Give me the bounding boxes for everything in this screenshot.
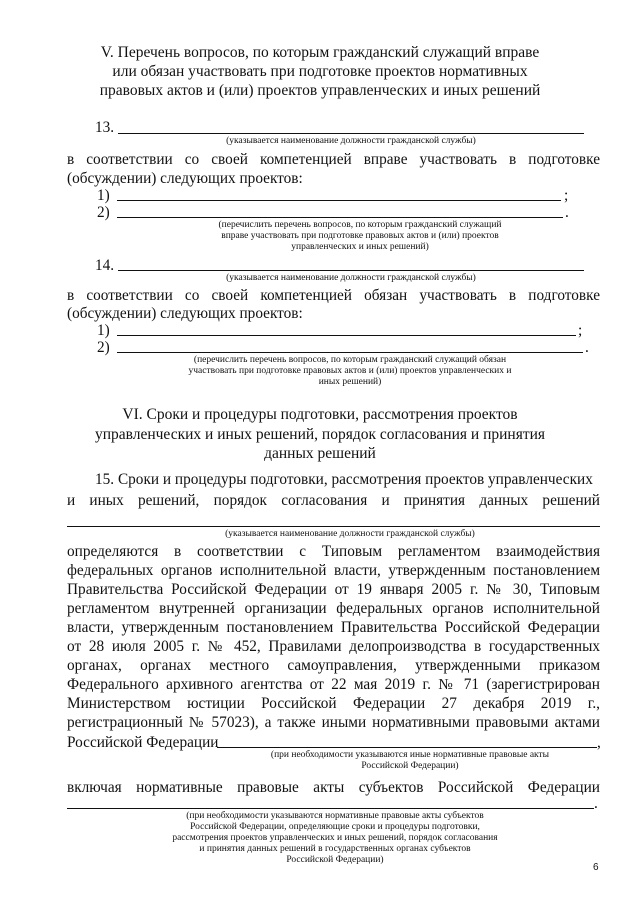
item15-para-line10: регистрационный № 57023), а также иными нормативными правовыми актами: [67, 714, 600, 731]
item13-sub2-label: 2): [97, 204, 110, 221]
item14-sub2-label: 2): [97, 339, 110, 356]
section6-title-line1: VI. Сроки и процедуры подготовки, рассмотрения проектов: [122, 406, 518, 423]
item13-sub1-label: 1): [97, 187, 110, 204]
item14-sub1-blank[interactable]: [117, 335, 576, 336]
item13-text-line2: (обсуждении) следующих проектов:: [67, 170, 303, 187]
item15-position-blank[interactable]: [67, 526, 600, 527]
item13-position-blank[interactable]: [118, 133, 584, 134]
item14-hint: (указывается наименование должности гражданской службы): [226, 273, 476, 283]
item14-hint2-line1: (перечислить перечень вопросов, по которым гражданский служащий обязан: [193, 355, 507, 365]
item14-text-line1: в соответствии со своей компетенцией обязан участвовать в подготовке: [67, 287, 600, 304]
item14-sub2-blank[interactable]: [117, 352, 583, 353]
item15-para-line5: власти, утвержденным постановлением Правительства Российской Федерации: [67, 619, 600, 636]
item14-number: 14.: [95, 257, 115, 274]
item15-para-line6: от 28 июля 2005 г. № 452, Правилами делопроизводства в государственных: [67, 638, 600, 655]
item14-hint2-line3: иных решений): [318, 377, 382, 387]
item14-hint2-line2: участвовать при подготовке правовых актов и (или) проектов управленческих и: [188, 366, 512, 376]
item15-rf-line: Российской Федерации: [67, 734, 219, 751]
item14-sub1-end: ;: [578, 322, 583, 339]
item15-rf-end: ,: [597, 734, 601, 751]
item15-hint-final-line2: Российской Федерации, определяющие сроки и процедуры подготовки,: [190, 822, 480, 832]
item15-hint-final-line3: рассмотрения проектов управленческих и иных решений, порядок согласования: [172, 833, 498, 843]
item15-hint-final-line1: (при необходимости указываются нормативные правовые акты субъектов: [186, 811, 484, 821]
item15-incl-end: .: [594, 795, 598, 812]
item13-sub1-blank[interactable]: [117, 200, 561, 201]
item15-para-line2: федеральных органов исполнительной власти, утвержденным постановлением: [67, 562, 600, 579]
item15-rf-blank[interactable]: [217, 747, 597, 748]
item13-sub2-end: .: [565, 204, 569, 221]
item13-hint: (указывается наименование должности гражданской службы): [226, 136, 476, 146]
item15-para-line4: регламентом внутренней организации федеральных органов исполнительной: [67, 600, 600, 617]
item13-hint2-line1: (перечислить перечень вопросов, по которым гражданский служащий: [218, 220, 502, 230]
item14-sub1-label: 1): [97, 322, 110, 339]
item15-para-line1: определяются в соответствии с Типовым регламентом взаимодействия: [67, 543, 600, 560]
section5-title-line3: правовых актов и (или) проектов управленческих и иных решений: [99, 82, 541, 99]
item15-hint-rf-line2: Российской Федерации): [361, 761, 459, 771]
item15-line2: и иных решений, порядок согласования и принятия данных решений: [67, 492, 600, 509]
item15-incl-blank[interactable]: [67, 808, 594, 809]
item15-hint-final-line5: Российской Федерации): [286, 855, 384, 865]
section5-title-line1: V. Перечень вопросов, по которым гражданский служащий вправе: [100, 44, 540, 61]
item15-hint: (указывается наименование должности гражданской службы): [225, 529, 475, 539]
item14-text-line2: (обсуждении) следующих проектов:: [67, 305, 303, 322]
item15-hint-final-line4: и принятия данных решений в государственных органах субъектов: [199, 844, 471, 854]
item13-sub1-end: ;: [564, 187, 569, 204]
section6-title-line2: управленческих и иных решений, порядок согласования и принятия: [94, 426, 546, 443]
item15-incl-line: включая нормативные правовые акты субъектов Российской Федерации: [67, 779, 600, 796]
item14-position-blank[interactable]: [118, 270, 584, 271]
page-number: 6: [593, 862, 599, 873]
item15-para-line3: Правительства Российской Федерации от 19 января 2005 г. № 30, Типовым: [67, 581, 600, 598]
item13-sub2-blank[interactable]: [117, 217, 563, 218]
item13-number: 13.: [95, 119, 115, 136]
section5-title-line2: или обязан участвовать при подготовке проектов нормативных: [112, 63, 528, 80]
item13-hint2-line2: вправе участвовать при подготовке правовых актов и (или) проектов: [221, 231, 499, 241]
item15-para-line8: Федерального архивного агентства от 22 мая 2019 г. № 71 (зарегистрирован: [67, 676, 600, 693]
item13-hint2-line3: управленческих и иных решений): [291, 242, 429, 252]
item15-para-line7: органах, органах местного самоуправления, утвержденными приказом: [67, 657, 600, 674]
item13-text-line1: в соответствии со своей компетенцией вправе участвовать в подготовке: [67, 151, 600, 168]
section6-title-line3: данных решений: [264, 445, 376, 462]
item14-sub2-end: .: [585, 339, 589, 356]
item15-para-line9: Министерством юстиции Российской Федерации 27 декабря 2019 г.,: [67, 695, 600, 712]
item15-hint-rf-line1: (при необходимости указываются иные нормативные правовые акты: [270, 750, 550, 760]
item15-line1: 15. Сроки и процедуры подготовки, рассмотрения проектов управленческих: [95, 471, 593, 488]
